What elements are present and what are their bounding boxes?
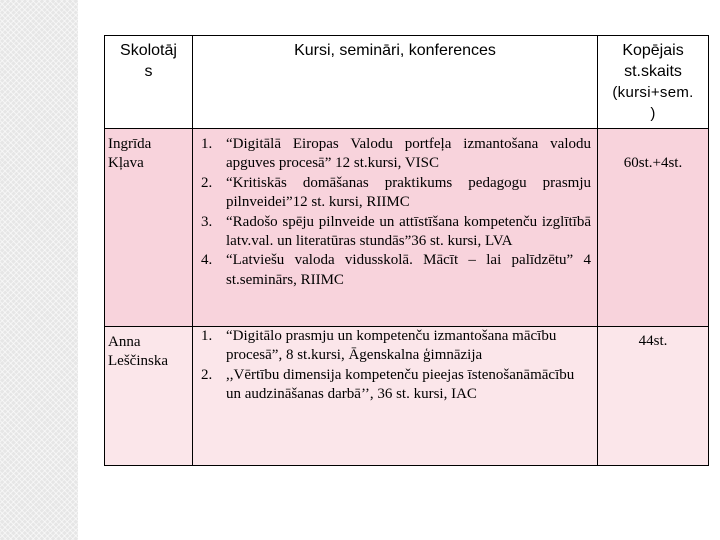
- header-total-line1: Kopējais: [622, 42, 684, 59]
- list-item-text: “Digitālā Eiropas Valodu portfeļa izmantošana valodu apguves procesā” 12 st.kursi, VISC: [226, 136, 591, 172]
- list-item-number: 1.: [201, 136, 213, 152]
- teacher-name-line1: Ingrīda: [108, 136, 152, 152]
- list-item: [193, 251, 597, 290]
- list-item-text: “Kritiskās domāšanas praktikums pedagogu prasmju pilnveidei”12 st. kursi, RIIMC: [226, 174, 591, 211]
- list-item-text: “Latviešu valoda vidusskolā. Mācīt – lai palīdzētu” 4 st.seminārs, RIIMC: [226, 252, 591, 288]
- courses-table: [104, 35, 709, 466]
- teacher-name-line2: Kļava: [108, 155, 144, 171]
- total-hours: 44st.: [638, 333, 668, 349]
- header-courses-cell: [193, 36, 598, 129]
- teacher-cell: [105, 327, 193, 466]
- courses-cell: [193, 129, 598, 327]
- teacher-name-line1: Anna: [108, 334, 141, 350]
- courses-cell: [193, 327, 598, 466]
- header-teacher-cell: [105, 36, 193, 129]
- table-row: [105, 129, 709, 327]
- list-item-number: 1.: [201, 328, 213, 344]
- table-row: [105, 327, 709, 466]
- total-cell: [598, 327, 709, 466]
- list-item: [193, 213, 597, 252]
- header-total-line2: st.skaits: [624, 63, 682, 80]
- list-item: [193, 366, 597, 405]
- header-total-line4: ): [650, 105, 656, 122]
- list-item-text: ,,Vērtību dimensija kompetenču pieejas īstenošanāmācību un audzināšanas darbā’’, 36 st. kursi, IAC: [226, 366, 575, 403]
- teacher-cell: [105, 129, 193, 327]
- list-item-number: 2.: [201, 174, 213, 191]
- header-total: [598, 36, 708, 124]
- list-item: [193, 135, 597, 174]
- list-item: [193, 174, 597, 213]
- total-cell: [598, 129, 709, 327]
- list-item: [193, 327, 597, 366]
- header-total-cell: [598, 36, 709, 129]
- header-teacher-line1: Skolotāj: [120, 42, 177, 59]
- course-list: [193, 327, 597, 405]
- course-list: [193, 129, 597, 290]
- list-item-number: 2.: [201, 366, 213, 383]
- table-header-row: [105, 36, 709, 129]
- teacher-name: [105, 129, 192, 173]
- list-item-number: 4.: [201, 252, 213, 269]
- list-item-text: “Digitālo prasmju un kompetenču izmantošana mācību procesā”, 8 st.kursi, Āgenskalna ģimnāzija: [226, 328, 557, 364]
- header-courses: Kursi, semināri, konferences: [294, 42, 496, 59]
- teacher-name-line2: Leščinska: [108, 353, 168, 369]
- total-hours: 60st.+4st.: [623, 155, 683, 171]
- teacher-name: [105, 327, 192, 371]
- header-teacher-line2: s: [144, 63, 153, 80]
- header-teacher: [105, 36, 192, 82]
- decorative-side-stripe: [0, 0, 78, 540]
- list-item-text: “Radošo spēju pilnveide un attīstīšana kompetenču izglītībā latv.val. un literatūras stundās”36 st. kursi, LVA: [226, 213, 591, 250]
- header-total-line3: (kursi+sem.: [612, 84, 694, 101]
- list-item-number: 3.: [201, 213, 213, 230]
